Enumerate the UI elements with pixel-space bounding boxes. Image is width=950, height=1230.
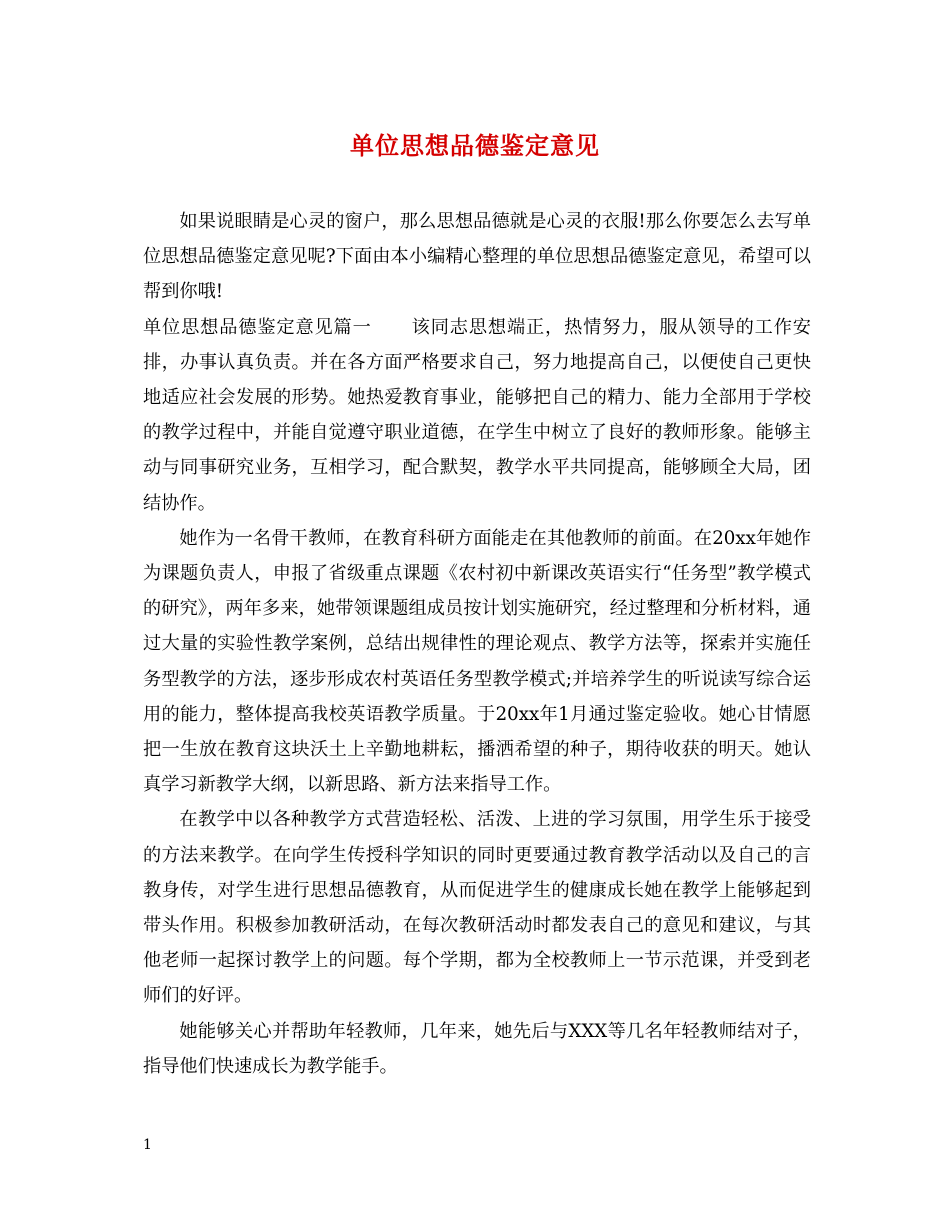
section-label: 单位思想品德鉴定意见篇一 [143, 316, 372, 338]
document-title: 单位思想品德鉴定意见 [350, 132, 600, 160]
page-number: 1 [143, 1137, 152, 1153]
section-one-paragraph [143, 310, 811, 521]
section-one-text: 该同志思想端正，热情努力，服从领导的工作安排，办事认真负责。并在各方面严格要求自己，努力地提高自己，以便使自己更快地适应社会发展的形势。她热爱教育事业，能够把自己的精力、能力全部用于学校的教学过程中，并能自觉遵守职业道德，在学生中树立了良好的教师形象。能够主动与同事研究业务，互相学习，配合默契，教学水平共同提高，能够顾全大局，团结协作。 [143, 316, 811, 514]
mentoring-paragraph: 她能够关心并帮助年轻教师，几年来，她先后与XXX等几名年轻教师结对子，指导他们快速成长为教学能手。 [143, 1020, 811, 1077]
research-paragraph: 她作为一名骨干教师，在教育科研方面能走在其他教师的前面。在20xx年她作为课题负责人，申报了省级重点课题《农村初中新课改英语实行“任务型”教学模式的研究》，两年多来，她带领课题组成员按计划实施研究，经过整理和分析材料，通过大量的实验性教学案例，总结出规律性的理论观点、教学方法等，探索并实施任务型教学的方法，逐步形成农村英语任务型教学模式;并培养学生的听说读写综合运用的能力，整体提高我校英语教学质量。于20xx年1月通过鉴定验收。她心甘情愿把一生放在教育这块沃土上辛勤地耕耘，播洒希望的种子，期待收获的明天。她认真学习新教学大纲，以新思路、新方法来指导工作。 [143, 527, 811, 796]
teaching-paragraph: 在教学中以各种教学方式营造轻松、活泼、上进的学习氛围，用学生乐于接受的方法来教学。在向学生传授科学知识的同时更要通过教育教学活动以及自己的言教身传，对学生进行思想品德教育，从而促进学生的健康成长她在教学上能够起到带头作用。积极参加教研活动，在每次教研活动时都发表自己的意见和建议，与其他老师一起探讨教学上的问题。每个学期，都为全校教师上一节示范课，并受到老师们的好评。 [143, 809, 811, 1007]
document-body [143, 204, 811, 1084]
intro-paragraph: 如果说眼睛是心灵的窗户，那么思想品德就是心灵的衣服!那么你要怎么去写单位思想品德鉴定意见呢?下面由本小编精心整理的单位思想品德鉴定意见，希望可以帮到你哦! [143, 211, 811, 303]
